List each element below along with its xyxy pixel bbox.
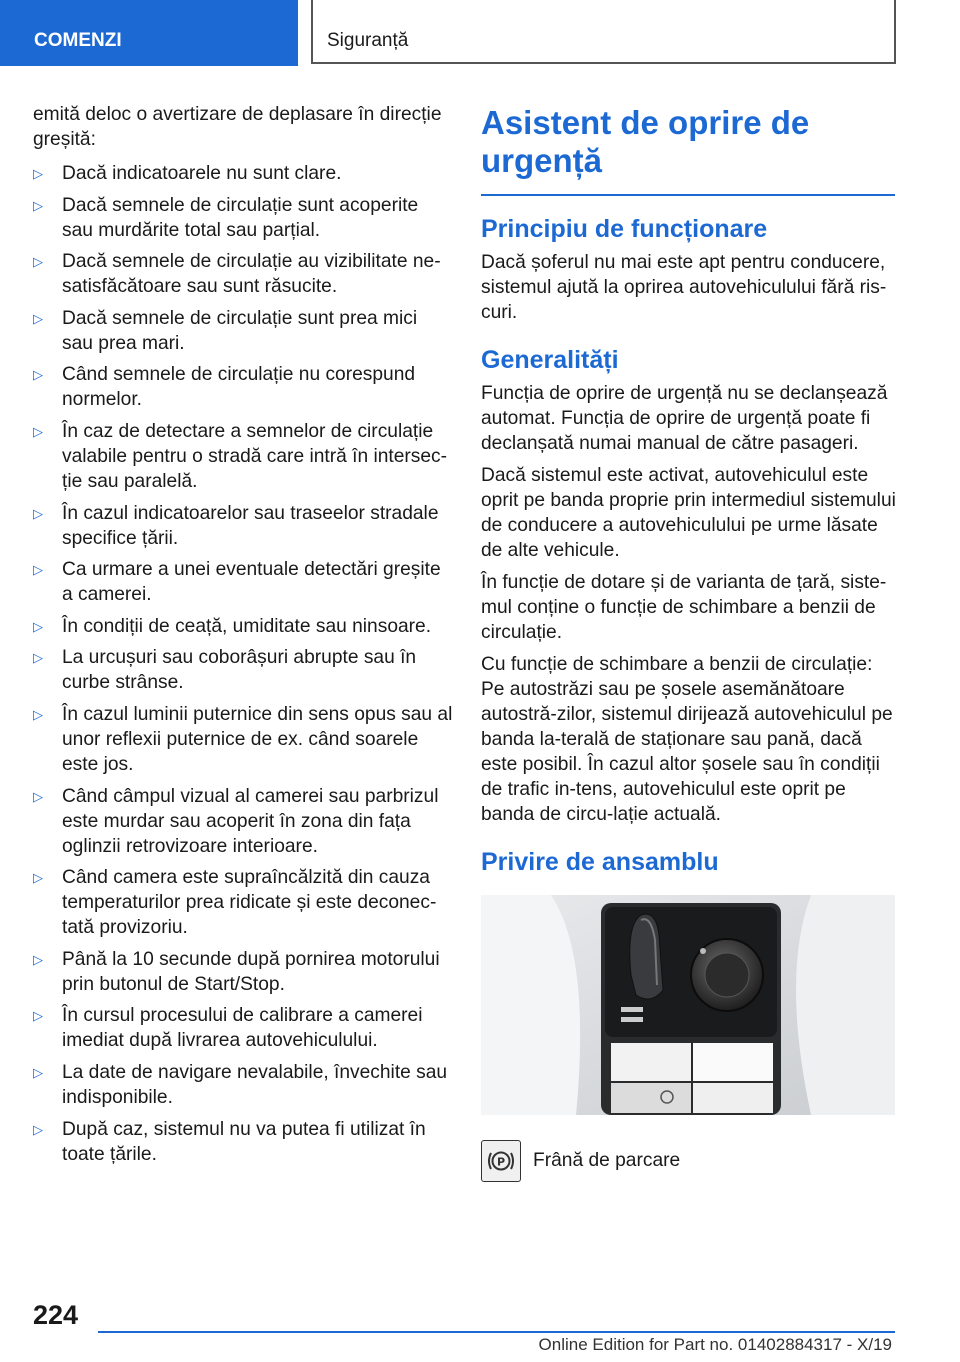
legend-item xyxy=(481,1140,897,1182)
general-paragraph: În funcție de dotare și de varianta de țară, siste-mul conține o funcție de schimbare a benzii de circulație. xyxy=(481,572,887,643)
principle-text: Dacă șoferul nu mai este apt pentru conducere, sistemul ajută la oprirea autovehiculului fără ris-curi. xyxy=(481,252,887,323)
triangle-bullet-icon: ▷ xyxy=(33,706,43,722)
page-number: 224 xyxy=(33,1300,79,1330)
list-item xyxy=(33,947,453,997)
list-item xyxy=(33,702,453,777)
list-item-text: În cursul procesului de calibrare a camerei imediat după livrarea autovehiculului. xyxy=(62,1005,423,1052)
list-item-text: Când camera este supraîncălzită din cauza temperaturilor prea ridicate și este deconec-tată provizoriu. xyxy=(62,867,437,939)
left-column xyxy=(33,102,453,1173)
general-paragraph: Funcția de oprire de urgență nu se declanșează automat. Funcția de oprire de urgență poate fi declanșată numai manual de către pasageri. xyxy=(481,383,888,454)
list-item-text: La urcușuri sau coborâșuri abrupte sau în curbe strânse. xyxy=(62,647,417,694)
list-item xyxy=(33,1117,453,1167)
triangle-bullet-icon: ▷ xyxy=(33,951,43,967)
triangle-bullet-icon: ▷ xyxy=(33,166,43,181)
triangle-bullet-icon: ▷ xyxy=(33,197,43,213)
list-item-text: După caz, sistemul nu va putea fi utilizat în toate țările. xyxy=(62,1118,426,1165)
list-item xyxy=(33,419,453,494)
list-item-text: Până la 10 secunde după pornirea motorului prin butonul de Start/Stop. xyxy=(62,948,440,995)
page-header xyxy=(0,0,960,66)
overview-heading: Privire de ansamblu xyxy=(481,848,719,876)
bullet-list xyxy=(33,161,453,1167)
triangle-bullet-icon: ▷ xyxy=(33,1064,43,1080)
list-item xyxy=(33,362,453,412)
triangle-bullet-icon: ▷ xyxy=(33,505,43,521)
triangle-bullet-icon: ▷ xyxy=(33,254,43,270)
legend-label: Frână de parcare xyxy=(533,1150,681,1171)
list-item-text: În cazul luminii puternice din sens opus sau al unor reflexii puternice de ex. când soarele este jos. xyxy=(62,703,453,775)
list-item-text: În cazul indicatoarelor sau traseelor stradale specifice țării. xyxy=(62,502,439,549)
chapter-tab[interactable]: COMENZI xyxy=(0,0,298,66)
list-item xyxy=(33,306,453,356)
general-heading: Generalități xyxy=(481,346,619,374)
list-item-text: Dacă semnele de circulație au vizibilitate ne-satisfăcătoare sau sunt răsucite. xyxy=(62,251,441,298)
list-item xyxy=(33,1060,453,1110)
list-item-text: Dacă semnele de circulație sunt acoperite sau murdărite total sau parțial. xyxy=(62,194,419,241)
principle-heading: Principiu de funcționare xyxy=(481,215,768,243)
intro-text: emită deloc o avertizare de deplasare în direcție greșită: xyxy=(33,104,442,150)
list-item-text: În caz de detectare a semnelor de circulație valabile pentru o stradă care intră în intersec-ție sau paralelă. xyxy=(62,420,448,492)
list-item xyxy=(33,645,453,695)
list-item xyxy=(33,865,453,940)
triangle-bullet-icon: ▷ xyxy=(33,367,43,383)
general-paragraph: Dacă sistemul este activat, autovehiculul este oprit pe banda proprie prin intermediul sistemului de conducere a autovehiculului pe urme lăsate de alte vehicule. xyxy=(481,465,896,561)
list-item-text: Când semnele de circulație nu corespund normelor. xyxy=(62,364,416,411)
parking-brake-icon xyxy=(481,1140,521,1182)
triangle-bullet-icon: ▷ xyxy=(33,562,43,578)
list-item xyxy=(33,249,453,299)
list-item xyxy=(33,193,453,243)
list-item xyxy=(33,614,453,639)
triangle-bullet-icon: ▷ xyxy=(33,1008,43,1024)
list-item xyxy=(33,1003,453,1053)
center-console-photo xyxy=(481,895,895,1115)
list-item-text: Dacă semnele de circulație sunt prea mici sau prea mari. xyxy=(62,307,418,354)
list-item-text: Când câmpul vizual al camerei sau parbrizul este murdar sau acoperit în zona din fața oglinzii retrovizoare interioare. xyxy=(62,785,439,857)
list-item xyxy=(33,784,453,859)
section-title: Asistent de oprire de urgență xyxy=(481,104,810,179)
list-item-text: Ca urmare a unei eventuale detectări greșite a camerei. xyxy=(62,559,441,606)
title-divider xyxy=(481,194,895,196)
triangle-bullet-icon: ▷ xyxy=(33,618,43,634)
list-item-text: Dacă indicatoarele nu sunt clare. xyxy=(62,163,342,184)
triangle-bullet-icon: ▷ xyxy=(33,650,43,666)
footer-divider xyxy=(98,1331,895,1333)
list-item-text: La date de navigare nevalabile, învechite sau indisponibile. xyxy=(62,1061,448,1108)
triangle-bullet-icon: ▷ xyxy=(33,310,43,326)
triangle-bullet-icon: ▷ xyxy=(33,870,43,886)
list-item xyxy=(33,501,453,551)
general-paragraph: Cu funcție de schimbare a benzii de circulație: Pe autostrăzi sau pe șosele asemănătoare autostră-zilor, sistemul dirijează autovehiculul pe banda la-terală de staționare sau pană, dacă este posibil. În cazul altor șosele sau în condiții de trafic in-tens, autovehiculul este oprit pe banda de circu-lație actuală. xyxy=(481,654,893,825)
edition-text: Online Edition for Part no. 01402884317 - X/19 xyxy=(538,1335,892,1354)
list-item-text: În condiții de ceață, umiditate sau ninsoare. xyxy=(62,615,432,637)
right-column xyxy=(481,104,897,1182)
triangle-bullet-icon: ▷ xyxy=(33,788,43,804)
list-item xyxy=(33,161,453,186)
section-tab[interactable]: Siguranță xyxy=(311,0,896,64)
list-item xyxy=(33,557,453,607)
triangle-bullet-icon: ▷ xyxy=(33,1121,43,1137)
svg-text:P: P xyxy=(496,1155,506,1169)
triangle-bullet-icon: ▷ xyxy=(33,423,43,439)
